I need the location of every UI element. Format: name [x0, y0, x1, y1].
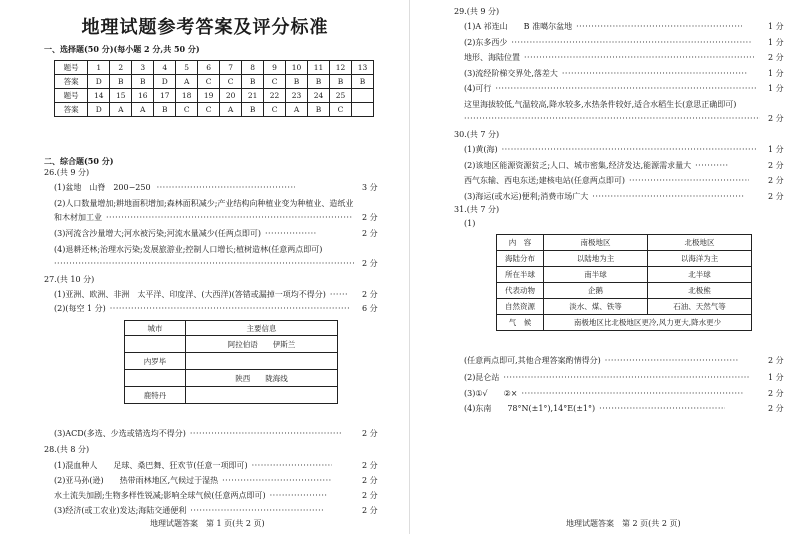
- table-cell: 21: [242, 89, 264, 103]
- answer-text: (1)黄(海): [464, 145, 498, 154]
- table-cell: 9: [264, 61, 286, 75]
- table-row: [55, 75, 374, 89]
- score: 2 分: [362, 290, 378, 299]
- q26-line: [54, 258, 354, 270]
- row-header: 答案: [55, 75, 88, 89]
- q28-line: [54, 475, 332, 487]
- table-cell: 企鹅: [544, 283, 648, 299]
- leader-dots: [592, 191, 744, 203]
- score: 2 分: [768, 389, 784, 398]
- table-cell: B: [308, 103, 330, 117]
- answer-text: 水土流失加剧;生物多样性锐减;影响全球气候(任意两点即可): [54, 491, 266, 500]
- table-cell: 7: [220, 61, 242, 75]
- table-cell: 14: [88, 89, 110, 103]
- leader-dots: [511, 37, 751, 49]
- score: 2 分: [362, 229, 378, 238]
- answer-text: (2)(每空 1 分): [54, 304, 106, 313]
- score: 2 分: [768, 161, 784, 170]
- q30-line: [464, 191, 744, 203]
- table-cell: C: [198, 103, 220, 117]
- row-header: 代表动物: [497, 283, 544, 299]
- table-cell: B: [286, 75, 308, 89]
- table-cell: 以海洋为主: [648, 251, 752, 267]
- q26-line: [54, 212, 352, 224]
- table-cell: [351, 89, 373, 103]
- table-cell: 5: [176, 61, 198, 75]
- page-footer: 地理试题答案 第 2 页(共 2 页): [566, 519, 681, 528]
- leader-dots: [157, 182, 295, 194]
- row-header: 自然资源: [497, 299, 544, 315]
- q28-line: [54, 505, 324, 517]
- table-cell: 4: [154, 61, 176, 75]
- table-cell: C: [264, 75, 286, 89]
- table-cell: [125, 336, 186, 353]
- table-cell: C: [176, 103, 198, 117]
- table-cell: [186, 387, 338, 404]
- table-cell: A: [110, 103, 132, 117]
- leader-dots: [502, 144, 756, 156]
- leader-dots: [270, 490, 328, 502]
- page-footer: 地理试题答案 第 1 页(共 2 页): [150, 519, 265, 528]
- table-cell: 17: [154, 89, 176, 103]
- table-cell: B: [329, 75, 351, 89]
- table-cell: 25: [329, 89, 351, 103]
- table-cell: 内罗毕: [125, 353, 186, 370]
- table-cell: [351, 103, 373, 117]
- leader-dots: [252, 460, 332, 472]
- section-comprehensive-heading: 二、综合题(50 分): [44, 156, 114, 166]
- score: 2 分: [362, 259, 378, 268]
- score: 1 分: [768, 38, 784, 47]
- table-header: 北极地区: [648, 235, 752, 251]
- leader-dots: [190, 428, 342, 440]
- table-cell: 阿拉伯语 伊斯兰: [186, 336, 338, 353]
- q31-line: [464, 372, 749, 384]
- table-cell: 3: [132, 61, 154, 75]
- table-cell: 6: [198, 61, 220, 75]
- answer-text: (3)ACD(多选、少选或错选均不得分): [54, 429, 186, 438]
- answer-text: (1)盆地 山脊 200−250: [54, 183, 151, 192]
- table-cell: D: [88, 103, 110, 117]
- score: 1 分: [768, 145, 784, 154]
- table-row: [55, 103, 374, 117]
- q31-line: [464, 388, 743, 400]
- page-title: 地理试题参考答案及评分标准: [81, 17, 329, 38]
- score: 2 分: [768, 53, 784, 62]
- table-cell: 北半球: [648, 267, 752, 283]
- leader-dots: [521, 388, 743, 400]
- table-cell: B: [154, 103, 176, 117]
- city-info-table: [124, 320, 338, 404]
- q30-line: [464, 144, 756, 156]
- table-cell: 24: [308, 89, 330, 103]
- table-header: 南极地区: [544, 235, 648, 251]
- q28-line: [54, 490, 328, 502]
- table-row: [497, 251, 752, 267]
- leader-dots: [524, 52, 754, 64]
- q26-line: [54, 228, 317, 240]
- answer-text: (4)可行: [464, 84, 492, 93]
- row-header: 所在半球: [497, 267, 544, 283]
- table-cell: C: [264, 103, 286, 117]
- q30-heading: 30.(共 7 分): [454, 130, 500, 139]
- q28-heading: 28.(共 8 分): [44, 445, 90, 454]
- table-cell: B: [132, 75, 154, 89]
- score: 1 分: [768, 373, 784, 382]
- leader-dots: [495, 83, 757, 95]
- answer-page-2: [410, 0, 800, 534]
- leader-dots: [106, 212, 352, 224]
- table-cell: 18: [176, 89, 198, 103]
- table-cell: 16: [132, 89, 154, 103]
- table-cell: B: [308, 75, 330, 89]
- table-cell: 23: [286, 89, 308, 103]
- q26-line: (4)退耕还林;治理水污染;发展旅游业;控制人口增长;植树造林(任意两点即可): [54, 245, 323, 254]
- table-header: 内 容: [497, 235, 544, 251]
- leader-dots: [503, 372, 749, 384]
- table-header-city: 城市: [125, 321, 186, 336]
- table-cell: 北极熊: [648, 283, 752, 299]
- answer-text: (1)亚洲、欧洲、非洲 太平洋、印度洋、(大西洋)(答错或漏掉一项均不得分): [54, 290, 326, 299]
- score: 2 分: [768, 176, 784, 185]
- leader-dots: [605, 355, 739, 367]
- q26-line: [54, 182, 295, 194]
- table-cell: A: [176, 75, 198, 89]
- table-cell: 13: [351, 61, 373, 75]
- table-cell: 11: [308, 61, 330, 75]
- q26-line: (2)人口数量增加;耕地面积增加;森林面积减少;产业结构向种植业变为种植业、造纸业: [54, 199, 354, 208]
- table-cell: 22: [264, 89, 286, 103]
- leader-dots: [562, 68, 748, 80]
- table-cell: 20: [220, 89, 242, 103]
- q29-line: [464, 37, 751, 49]
- table-row: [497, 267, 752, 283]
- score: 2 分: [362, 461, 378, 470]
- table-row: [497, 283, 752, 299]
- leader-dots: [110, 303, 350, 315]
- score: 2 分: [362, 491, 378, 500]
- leader-dots: [222, 475, 332, 487]
- polar-comparison-table: [496, 234, 752, 331]
- score: 2 分: [362, 476, 378, 485]
- section-choice-heading: 一、选择题(50 分)(每小题 2 分,共 50 分): [44, 44, 200, 54]
- leader-dots: [629, 175, 749, 187]
- q29-line: [464, 52, 754, 64]
- q29-line: [464, 113, 760, 125]
- table-cell: B: [110, 75, 132, 89]
- table-cell: D: [88, 75, 110, 89]
- score: 6 分: [362, 304, 378, 313]
- answer-text: (2)亚马孙(逊) 热带雨林地区,气候过于湿热: [54, 476, 219, 485]
- answer-text: (任意两点即可,其他合理答案酌情得分): [464, 356, 601, 365]
- score: 1 分: [768, 69, 784, 78]
- table-cell: 8: [242, 61, 264, 75]
- answer-text: (2)东多西少: [464, 38, 508, 47]
- q31-line: [464, 403, 725, 415]
- table-cell: D: [154, 75, 176, 89]
- q27-line: [54, 289, 348, 301]
- score: 1 分: [768, 84, 784, 93]
- table-cell: B: [242, 103, 264, 117]
- score: 2 分: [362, 429, 378, 438]
- table-row: [497, 299, 752, 315]
- table-cell: 陕西 陇海线: [186, 370, 338, 387]
- q29-line: [464, 83, 757, 95]
- table-cell: 南极地区比北极地区更冷,风力更大,降水更少: [544, 315, 752, 331]
- table-cell: 15: [110, 89, 132, 103]
- table-header-info: 主要信息: [186, 321, 338, 336]
- answer-text: 西气东输、西电东送;建核电站(任意两点即可): [464, 176, 625, 185]
- q30-line: [464, 175, 749, 187]
- table-cell: 19: [198, 89, 220, 103]
- table-row: [55, 61, 374, 75]
- answer-text: (4)东南 78°N(±1°),14°E(±1°): [464, 404, 596, 413]
- q29-heading: 29.(共 9 分): [454, 7, 500, 16]
- q27-line: [54, 303, 350, 315]
- row-header: 气 候: [497, 315, 544, 331]
- q31-line: [464, 355, 739, 367]
- table-cell: C: [220, 75, 242, 89]
- table-cell: 1: [88, 61, 110, 75]
- q30-line: [464, 160, 729, 172]
- leader-dots: [330, 289, 348, 301]
- leader-dots: [265, 228, 317, 240]
- leader-dots: [464, 113, 760, 125]
- leader-dots: [576, 21, 742, 33]
- choice-answer-table: [54, 60, 374, 117]
- answer-text: (1)混血种人 足球、桑巴舞、狂欢节(任意一项即可): [54, 461, 248, 470]
- table-cell: [125, 370, 186, 387]
- q31-heading: 31.(共 7 分): [454, 205, 500, 214]
- leader-dots: [599, 403, 725, 415]
- table-cell: B: [242, 75, 264, 89]
- answer-text: 地形、海陆位置: [464, 53, 520, 62]
- q31-line: (1): [464, 219, 476, 228]
- answer-text: (2)昆仑站: [464, 373, 500, 382]
- answer-text: (3)流经阶梯交界处,落差大: [464, 69, 558, 78]
- answer-text: (2)该地区能源资源贫乏;人口、城市密集,经济发达,能源需求量大: [464, 161, 692, 170]
- answer-text: (3)经济(或工农业)发达;海陆交通便利: [54, 506, 187, 515]
- table-row: [497, 235, 752, 251]
- table-cell: [186, 353, 338, 370]
- leader-dots: [190, 505, 324, 517]
- table-row: [497, 315, 752, 331]
- table-cell: 10: [286, 61, 308, 75]
- answer-text: 和木材加工业: [54, 213, 102, 222]
- table-cell: A: [220, 103, 242, 117]
- q27-heading: 27.(共 10 分): [44, 275, 95, 284]
- row-header: 题号: [55, 89, 88, 103]
- q29-line: [464, 21, 742, 33]
- leader-dots: [54, 258, 354, 270]
- table-cell: 以陆地为主: [544, 251, 648, 267]
- table-cell: 12: [329, 61, 351, 75]
- q29-line: [464, 68, 748, 80]
- answer-text: (1)A 祁连山 B 准噶尔盆地: [464, 22, 573, 31]
- score: 2 分: [362, 213, 378, 222]
- table-cell: A: [286, 103, 308, 117]
- q27-line: [54, 428, 342, 440]
- score: 2 分: [768, 114, 784, 123]
- score: 2 分: [768, 404, 784, 413]
- table-cell: C: [198, 75, 220, 89]
- q29-line: 这里海拔较低,气温较高,降水较多,水热条件较好,适合水稻生长(意思正确即可): [464, 100, 737, 109]
- table-cell: 石油、天然气等: [648, 299, 752, 315]
- table-cell: 2: [110, 61, 132, 75]
- row-header: 答案: [55, 103, 88, 117]
- answer-text: (3)海运(或水运)便利;消费市场广大: [464, 192, 589, 201]
- answer-text: (3)河流含沙量增大;河水被污染;河流水量减少(任两点即可): [54, 229, 261, 238]
- table-cell: B: [351, 75, 373, 89]
- score: 2 分: [768, 192, 784, 201]
- q28-line: [54, 460, 332, 472]
- table-cell: A: [132, 103, 154, 117]
- score: 3 分: [362, 183, 378, 192]
- table-cell: 鹿特丹: [125, 387, 186, 404]
- table-row: [55, 89, 374, 103]
- row-header: 海陆分布: [497, 251, 544, 267]
- table-cell: 淡水、煤、铁等: [544, 299, 648, 315]
- answer-text: (3)①√ ②×: [464, 389, 518, 398]
- row-header: 题号: [55, 61, 88, 75]
- q26-heading: 26.(共 9 分): [44, 168, 90, 177]
- score: 2 分: [768, 356, 784, 365]
- score: 2 分: [362, 506, 378, 515]
- score: 1 分: [768, 22, 784, 31]
- table-cell: C: [329, 103, 351, 117]
- leader-dots: [695, 160, 729, 172]
- table-cell: 南半球: [544, 267, 648, 283]
